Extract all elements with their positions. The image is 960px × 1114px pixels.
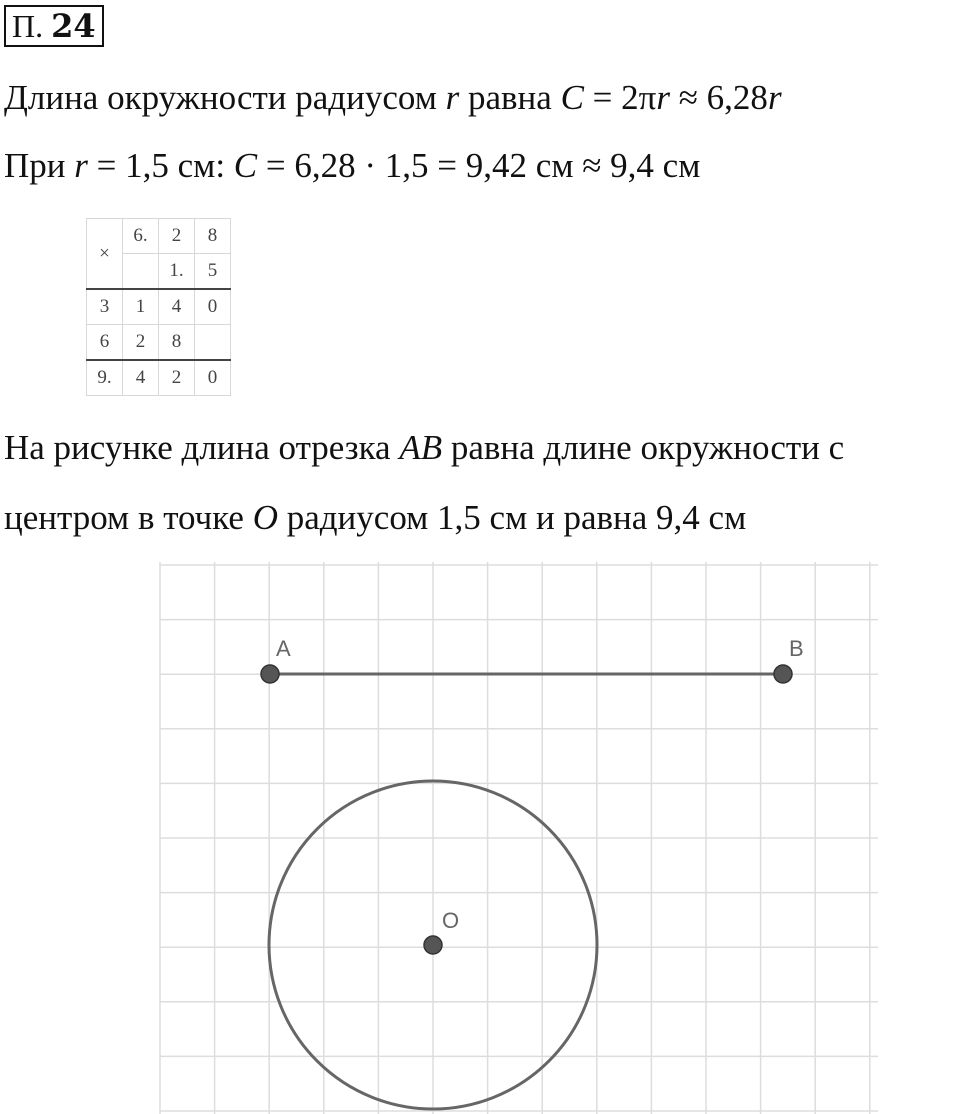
digit-cell: 8 <box>159 325 195 361</box>
problem-prefix: П. <box>12 8 44 44</box>
digit-cell: 6 <box>87 325 123 361</box>
var-r: r <box>767 78 782 117</box>
digit-cell: 4 <box>123 360 159 396</box>
point-b <box>774 665 792 683</box>
text-part: ≈ 6,28 <box>669 78 768 117</box>
text-part: равна <box>459 78 561 117</box>
text-part: радиусом 1,5 см и равна 9,4 см <box>277 498 747 537</box>
problem-number: 24 <box>51 7 96 45</box>
var-c: C <box>560 78 584 117</box>
digit-cell: 1 <box>123 289 159 325</box>
segment-name: AB <box>399 428 443 467</box>
digit-cell: 2 <box>159 360 195 396</box>
digit-cell: 8 <box>195 219 231 254</box>
multiply-sign: × <box>87 219 123 290</box>
point-o <box>424 936 442 954</box>
var-r: r <box>656 78 670 117</box>
var-c: C <box>233 146 258 185</box>
digit-cell: 6. <box>123 219 159 254</box>
point-name: O <box>252 498 278 537</box>
grid-lines <box>160 562 878 1114</box>
digit-cell: 0 <box>195 289 231 325</box>
var-r: r <box>74 146 88 185</box>
text-part: = 2π <box>583 78 657 117</box>
text-part: При <box>4 146 75 185</box>
text-part: центром в точке <box>4 498 253 537</box>
digit-cell: 5 <box>195 254 231 290</box>
digit-cell: 9. <box>87 360 123 396</box>
text-part: = 1,5 см: <box>87 146 234 185</box>
var-r: r <box>445 78 460 117</box>
point-a <box>261 665 279 683</box>
digit-cell: 4 <box>159 289 195 325</box>
digit-cell: 3 <box>87 289 123 325</box>
digit-cell: 2 <box>159 219 195 254</box>
text-part: равна длине окружности с <box>442 428 845 467</box>
text-part: Длина окружности радиусом <box>4 78 446 117</box>
digit-cell: 2 <box>123 325 159 361</box>
text-part: = 6,28 · 1,5 = 9,42 см ≈ 9,4 см <box>257 146 701 185</box>
text-part: На рисунке длина отрезка <box>4 428 400 467</box>
digit-cell: 1. <box>159 254 195 290</box>
label-o: O <box>442 908 460 933</box>
label-b: B <box>789 636 804 661</box>
label-a: A <box>276 636 291 661</box>
digit-cell: 0 <box>195 360 231 396</box>
